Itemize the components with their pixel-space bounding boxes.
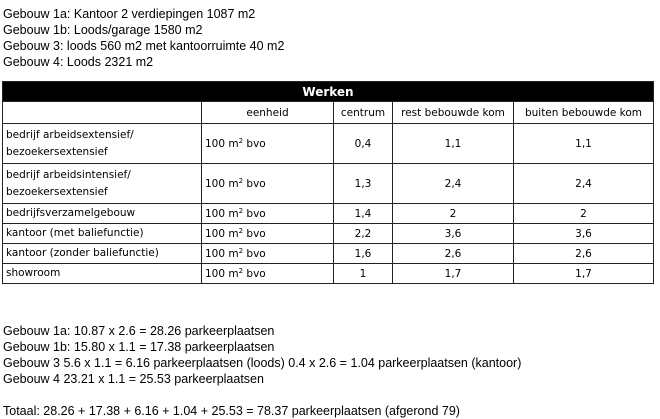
cell-rest: 1,7 — [393, 264, 514, 284]
table-title-row — [3, 82, 654, 102]
cell-buiten: 2,4 — [514, 164, 654, 204]
row-unit — [202, 244, 334, 264]
cell-buiten: 1,7 — [514, 264, 654, 284]
table-title: Werken — [3, 82, 654, 102]
calc-line: Gebouw 1a: 10.87 x 2.6 = 28.26 parkeerplaatsen — [3, 324, 275, 338]
calc-total: Totaal: 28.26 + 17.38 + 6.16 + 1.04 + 25.53 = 78.37 parkeerplaatsen (afgerond 79) — [3, 404, 460, 418]
unit-sup: 2 — [238, 267, 244, 275]
header-rest-bebouwde-kom: rest bebouwde kom — [393, 102, 514, 124]
row-label-line: bezoekersextensief — [6, 145, 108, 158]
row-label-line: bezoekersextensief — [6, 185, 108, 198]
cell-centrum: 1 — [334, 264, 393, 284]
cell-buiten: 2 — [514, 204, 654, 224]
cell-rest: 2,6 — [393, 244, 514, 264]
header-centrum: centrum — [334, 102, 393, 124]
building-line: Gebouw 4: Loods 2321 m2 — [3, 55, 154, 69]
row-label-line: bedrijf arbeidsintensief/ — [6, 168, 131, 181]
header-eenheid: eenheid — [202, 102, 334, 124]
cell-centrum: 1,6 — [334, 244, 393, 264]
cell-centrum: 2,2 — [334, 224, 393, 244]
unit-suffix: bvo — [243, 248, 266, 260]
cell-centrum: 1,4 — [334, 204, 393, 224]
unit-suffix: bvo — [243, 228, 266, 240]
unit-suffix: bvo — [243, 268, 266, 280]
building-line: Gebouw 1b: Loods/garage 1580 m2 — [3, 23, 203, 37]
parking-norm-table — [2, 81, 653, 284]
table-row — [3, 224, 654, 244]
unit-text: 100 m — [205, 138, 239, 150]
table-row — [3, 264, 654, 284]
unit-text: 100 m — [205, 208, 239, 220]
parking-calculations — [3, 323, 521, 419]
row-label: bedrijfsverzamelgebouw — [3, 204, 202, 224]
unit-sup: 2 — [238, 137, 244, 145]
row-label: kantoor (met baliefunctie) — [3, 224, 202, 244]
row-label: showroom — [3, 264, 202, 284]
building-list — [3, 6, 284, 70]
cell-buiten: 2,6 — [514, 244, 654, 264]
row-label: kantoor (zonder baliefunctie) — [3, 244, 202, 264]
unit-suffix: bvo — [243, 178, 266, 190]
cell-rest: 2 — [393, 204, 514, 224]
table-header-row — [3, 102, 654, 124]
unit-text: 100 m — [205, 248, 239, 260]
header-empty — [3, 102, 202, 124]
row-label — [3, 124, 202, 164]
unit-text: 100 m — [205, 178, 239, 190]
table-row — [3, 164, 654, 204]
row-unit — [202, 204, 334, 224]
calc-line: Gebouw 1b: 15.80 x 1.1 = 17.38 parkeerplaatsen — [3, 340, 275, 354]
row-unit — [202, 224, 334, 244]
row-unit — [202, 164, 334, 204]
row-unit — [202, 264, 334, 284]
cell-centrum: 0,4 — [334, 124, 393, 164]
unit-sup: 2 — [238, 227, 244, 235]
table-row — [3, 244, 654, 264]
building-line: Gebouw 1a: Kantoor 2 verdiepingen 1087 m2 — [3, 7, 256, 21]
cell-rest: 2,4 — [393, 164, 514, 204]
cell-buiten: 1,1 — [514, 124, 654, 164]
unit-sup: 2 — [238, 207, 244, 215]
spacer — [3, 387, 521, 403]
cell-centrum: 1,3 — [334, 164, 393, 204]
table-row — [3, 204, 654, 224]
cell-buiten: 3,6 — [514, 224, 654, 244]
calc-line: Gebouw 4 23.21 x 1.1 = 25.53 parkeerplaatsen — [3, 372, 264, 386]
header-buiten-bebouwde-kom: buiten bebouwde kom — [514, 102, 654, 124]
row-unit — [202, 124, 334, 164]
table-row — [3, 124, 654, 164]
unit-suffix: bvo — [243, 138, 266, 150]
calc-line: Gebouw 3 5.6 x 1.1 = 6.16 parkeerplaatsen (loods) 0.4 x 2.6 = 1.04 parkeerplaatsen (kantoor) — [3, 356, 522, 370]
unit-sup: 2 — [238, 247, 244, 255]
row-label-line: bedrijf arbeidsextensief/ — [6, 128, 134, 141]
building-line: Gebouw 3: loods 560 m2 met kantoorruimte 40 m2 — [3, 39, 285, 53]
unit-sup: 2 — [238, 177, 244, 185]
cell-rest: 3,6 — [393, 224, 514, 244]
unit-suffix: bvo — [243, 208, 266, 220]
unit-text: 100 m — [205, 228, 239, 240]
cell-rest: 1,1 — [393, 124, 514, 164]
row-label — [3, 164, 202, 204]
unit-text: 100 m — [205, 268, 239, 280]
